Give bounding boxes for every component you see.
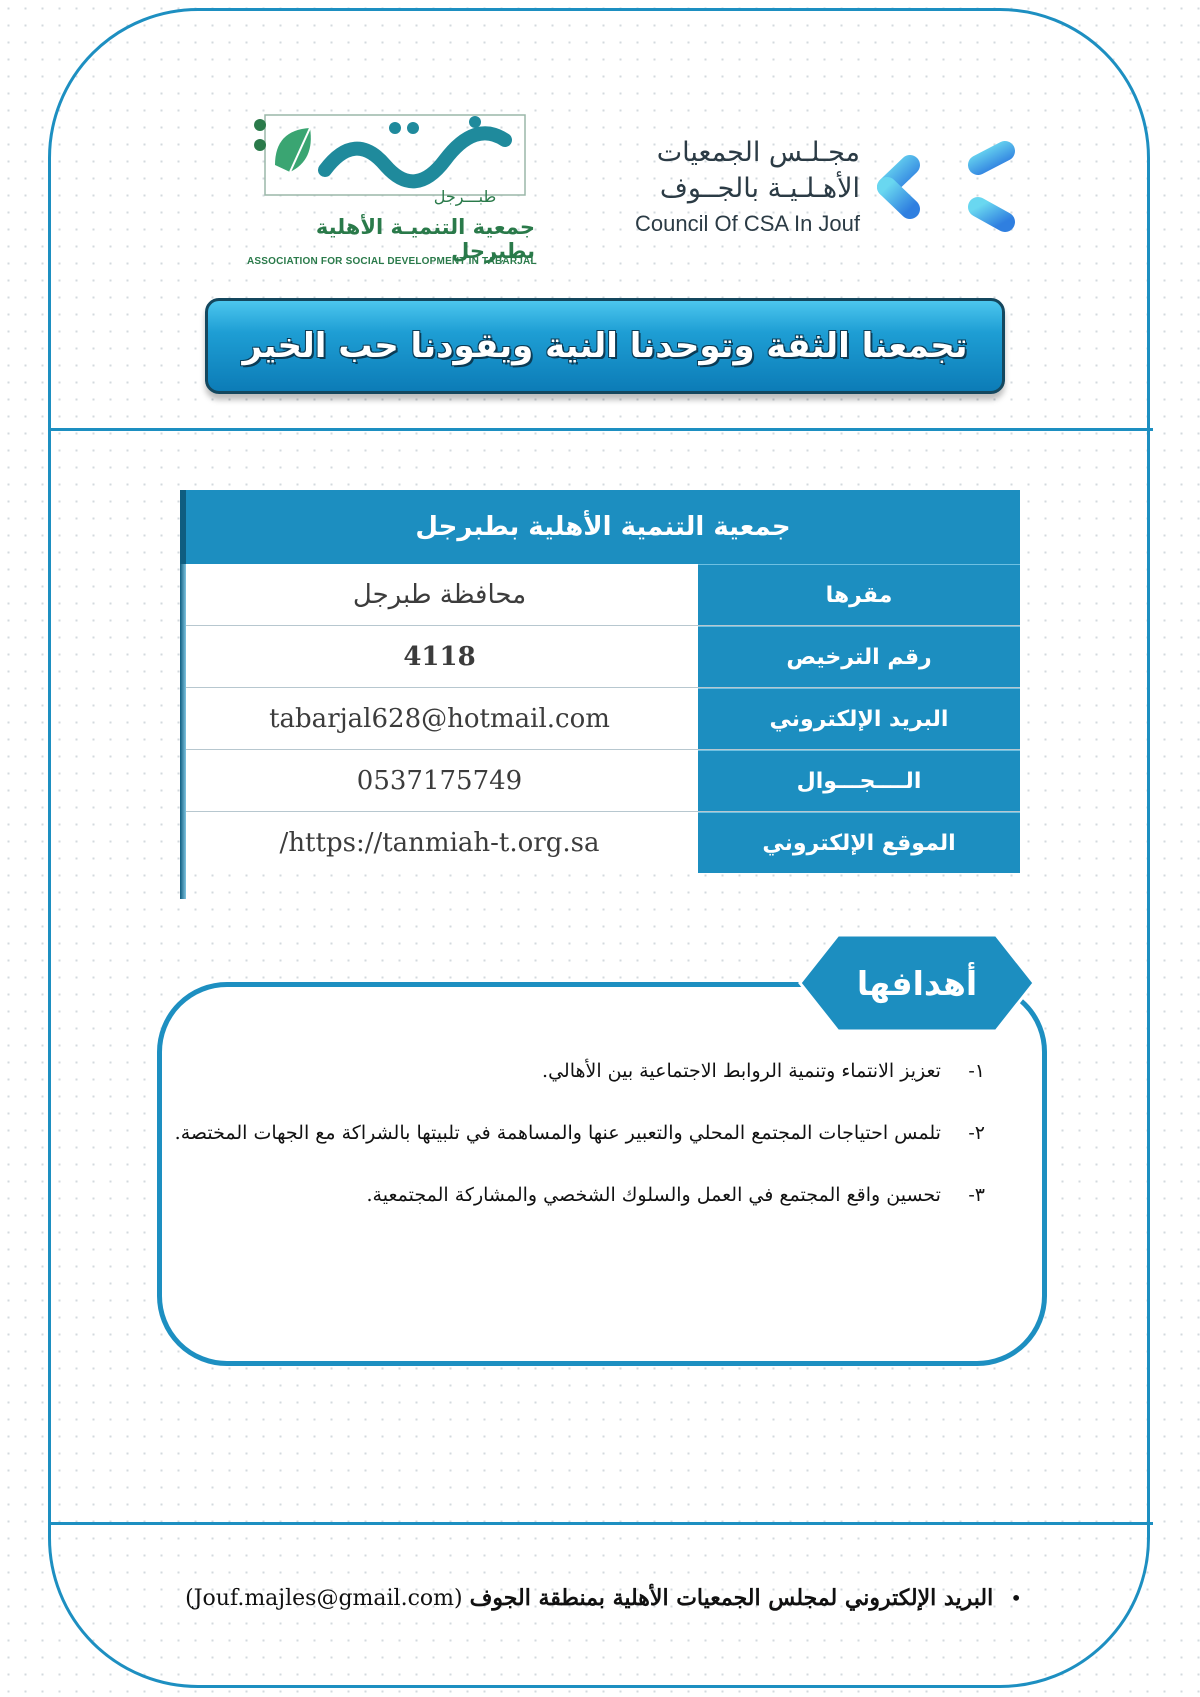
info-label-license: رقم الترخيص	[698, 626, 1020, 687]
header-divider	[48, 428, 1153, 431]
info-table-edge	[180, 564, 186, 899]
info-row-email	[180, 688, 1020, 750]
goal-item	[175, 1060, 985, 1122]
goal-text: تلمس احتياجات المجتمع المحلي والتعبير عنها والمساهمة في تلبيتها بالشراكة مع الجهات المختصة.	[174, 1122, 941, 1144]
association-logo-english: ASSOCIATION FOR SOCIAL DEVELOPMENT IN TABARJAL	[247, 256, 537, 267]
footer-divider	[48, 1522, 1153, 1525]
info-value-location: محافظة طبرجل	[180, 564, 698, 625]
info-table-title: جمعية التنمية الأهلية بطبرجل	[180, 490, 1020, 564]
association-logo-name: جمعية التنميـة الأهلية بطبرجل	[315, 215, 535, 263]
association-wordmark-graphic	[245, 110, 535, 210]
info-value-license: 4118	[180, 626, 698, 687]
council-logo	[590, 105, 1020, 285]
info-table	[180, 490, 1020, 873]
slogan-text: تجمعنا الثقة وتوحدنا النية ويقودنا حب الخير	[242, 326, 968, 366]
goal-item	[175, 1184, 985, 1246]
info-label-mobile: الــــجـــوال	[698, 750, 1020, 811]
goal-number: ٣-	[968, 1184, 985, 1206]
info-row-location	[180, 564, 1020, 626]
info-row-mobile	[180, 750, 1020, 812]
slogan-banner	[205, 298, 1005, 394]
info-label-email: البريد الإلكتروني	[698, 688, 1020, 749]
info-label-website: الموقع الإلكتروني	[698, 812, 1020, 873]
info-label-location: مقرها	[698, 564, 1020, 625]
info-row-website	[180, 812, 1020, 873]
goal-number: ١-	[968, 1060, 985, 1082]
footer-bullet: •	[1010, 1586, 1022, 1610]
council-logo-line1: مجـلـس الجمعيات	[656, 137, 860, 168]
association-wordmark-sub: طبـــرجل	[433, 187, 497, 206]
council-logo-line2: الأهـلـيـة بالجــوف	[659, 173, 860, 204]
association-logo	[235, 110, 545, 275]
info-row-license	[180, 626, 1020, 688]
footer-email[interactable]: (Jouf.majles@gmail.com)	[185, 1586, 463, 1611]
council-logo-text	[635, 135, 860, 237]
goals-list	[175, 1060, 985, 1246]
footer-contact	[185, 1585, 1022, 1611]
info-value-website[interactable]: https://tanmiah-t.org.sa/	[180, 812, 698, 873]
goals-title: أهدافها	[856, 963, 978, 1003]
info-value-email[interactable]: tabarjal628@hotmail.com	[180, 688, 698, 749]
goal-item	[175, 1122, 985, 1184]
footer-label: البريد الإلكتروني لمجلس الجمعيات الأهلية بمنطقة الجوف	[469, 1585, 994, 1611]
goal-text: تعزيز الانتماء وتنمية الروابط الاجتماعية بين الأهالي.	[542, 1060, 941, 1082]
council-asterisk-icon	[870, 105, 1020, 270]
goal-text: تحسين واقع المجتمع في العمل والسلوك الشخصي والمشاركة المجتمعية.	[366, 1184, 941, 1206]
info-value-mobile: 0537175749	[180, 750, 698, 811]
council-logo-english: Council Of CSA In Jouf	[635, 211, 860, 236]
goal-number: ٢-	[968, 1122, 985, 1144]
